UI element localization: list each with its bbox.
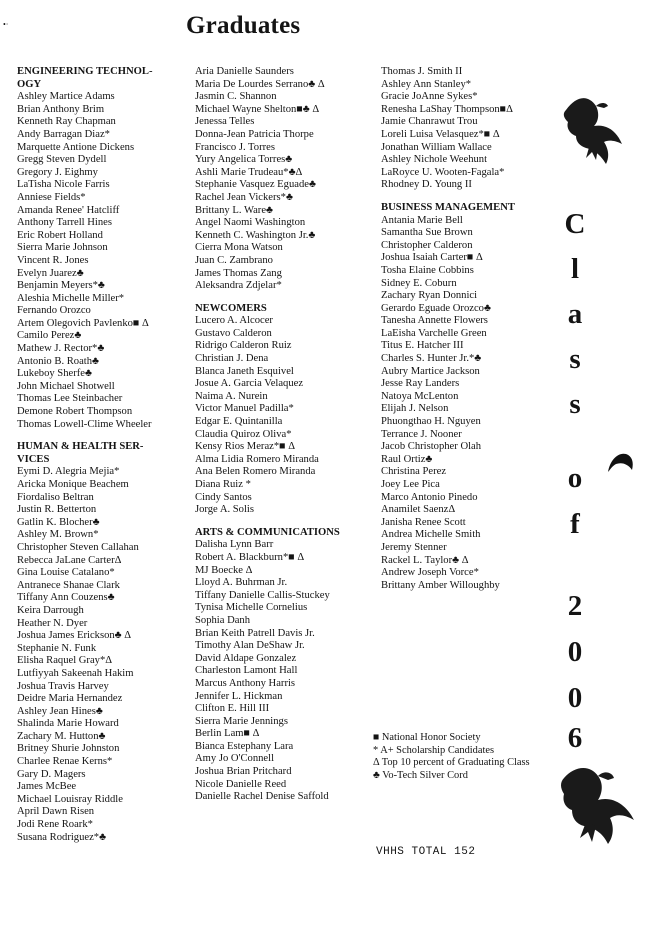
graduate-name: Christopher Steven Callahan xyxy=(17,541,139,553)
section-heading: ENGINEERING TECHNOL- OGY xyxy=(17,66,153,90)
graduate-name: Lutfiyyah Sakeenah Hakim xyxy=(17,667,134,679)
total-count: VHHS TOTAL 152 xyxy=(376,846,476,858)
graduate-name: Sidney E. Coburn xyxy=(381,277,457,289)
graduate-name: Tiffany Ann Couzens♣ xyxy=(17,592,115,604)
graduate-name: Kenneth C. Washington Jr.♣ xyxy=(195,229,316,241)
graduate-name: Titus E. Hatcher III xyxy=(381,340,464,352)
graduate-name: Dalisha Lynn Barr xyxy=(195,539,274,551)
graduate-name: Andy Barragan Diaz* xyxy=(17,128,110,140)
vertical-letter: s xyxy=(569,388,581,420)
graduate-name: Sierra Marie Johnson xyxy=(17,242,108,254)
graduate-name: Marquette Antione Dickens xyxy=(17,141,135,153)
graduate-name: Christian J. Dena xyxy=(195,353,269,365)
section-heading: ARTS & COMMUNICATIONS xyxy=(195,526,340,538)
graduate-name: Eric Robert Holland xyxy=(17,229,103,241)
graduate-name: Jennifer L. Hickman xyxy=(195,690,283,702)
graduate-name: Charlee Renae Kerns* xyxy=(17,756,113,768)
graduate-name: Angel Naomi Washington xyxy=(195,217,306,229)
eagle-icon xyxy=(560,88,630,168)
graduate-name: Anamilet SaenzΔ xyxy=(381,504,456,516)
graduate-name: Camilo Perez♣ xyxy=(17,330,82,342)
graduate-name: Britney Shurie Johnston xyxy=(17,743,120,755)
graduate-name: Mathew J. Rector*♣ xyxy=(17,343,105,355)
graduate-name: Antania Marie Bell xyxy=(381,214,463,226)
graduate-name: Ashley Nichole Weehunt xyxy=(381,154,488,166)
graduate-name: Vincent R. Jones xyxy=(17,254,89,266)
graduate-name: Josue A. Garcia Velaquez xyxy=(195,378,304,390)
graduate-name: David Aldape Gonzalez xyxy=(195,652,297,664)
graduate-name: Ashley Ann Stanley* xyxy=(381,78,472,90)
graduate-name: Marcus Anthony Harris xyxy=(195,677,296,689)
graduate-name: Blanca Janeth Esquivel xyxy=(195,365,294,377)
graduate-name: Jesse Ray Landers xyxy=(381,378,460,390)
graduate-name: April Dawn Risen xyxy=(17,806,95,818)
graduate-name: LaEisha Varchelle Green xyxy=(381,327,487,339)
graduate-name: MJ Boecke Δ xyxy=(195,564,253,576)
graduate-name: Sierra Marie Jennings xyxy=(195,715,288,727)
graduate-name: Samantha Sue Brown xyxy=(381,227,473,239)
graduate-name: Sophia Danh xyxy=(195,614,251,626)
graduate-name: Juan C. Zambrano xyxy=(195,254,273,266)
graduate-name: Zachary Ryan Donnici xyxy=(381,290,478,302)
graduate-name: Aria Danielle Saunders xyxy=(195,66,294,77)
graduate-name: Charles S. Hunter Jr.*♣ xyxy=(381,353,482,365)
graduate-name: Rebecca JaLane CarterΔ xyxy=(17,554,122,566)
graduate-name: Ashley Jean Hines♣ xyxy=(17,705,103,717)
graduate-name: Gatlin K. Blocher♣ xyxy=(17,516,100,528)
graduate-name: Maria De Lourdes Serrano♣ Δ xyxy=(195,78,325,90)
graduate-name: Gracie JoAnne Sykes* xyxy=(381,91,478,103)
graduate-name: Amy Jo O'Connell xyxy=(195,753,275,765)
graduate-name: Gregory J. Eighmy xyxy=(17,166,98,178)
graduate-name: Joey Lee Pica xyxy=(381,479,440,490)
graduate-name: Fernando Orozco xyxy=(17,305,91,317)
graduate-name: Antranece Shanae Clark xyxy=(17,579,120,591)
graduate-name: Terrance J. Nooner xyxy=(381,428,462,440)
graduate-name: Clifton E. Hill III xyxy=(195,703,270,715)
graduate-name: Phuongthao H. Nguyen xyxy=(381,416,481,428)
graduate-name: Elijah J. Nelson xyxy=(381,403,449,415)
graduate-name: Shalinda Marie Howard xyxy=(17,718,119,730)
vertical-letter: 0 xyxy=(567,682,583,714)
legend-item-silver-cord: ♣ Vo-Tech Silver Cord xyxy=(373,769,468,781)
graduate-name: Lloyd A. Buhrman Jr. xyxy=(195,577,288,589)
graduate-name: Joshua Travis Harvey xyxy=(17,680,109,692)
graduate-name: Natoya McLenton xyxy=(381,390,459,402)
graduate-name: Brittany Amber Willoughby xyxy=(381,579,500,591)
graduate-name: Rhodney D. Young II xyxy=(381,179,472,191)
graduate-name: Danielle Rachel Denise Saffold xyxy=(195,791,329,803)
graduate-name: Aubry Martice Jackson xyxy=(381,365,480,377)
graduate-name: Jacob Christopher Olah xyxy=(381,441,482,453)
graduate-name: Jorge A. Solis xyxy=(195,504,254,516)
graduate-name: Anniese Fields* xyxy=(17,191,86,203)
graduate-name: Alma Lidia Romero Miranda xyxy=(195,453,319,465)
graduate-name: Joshua Isaiah Carter■ Δ xyxy=(381,252,483,264)
graduate-name: Brittany L. Ware♣ xyxy=(195,204,273,216)
vertical-letter: o xyxy=(567,462,583,494)
graduate-name: Ana Belen Romero Miranda xyxy=(195,466,316,478)
legend-item-scholarship: * A+ Scholarship Candidates xyxy=(373,744,495,756)
graduate-name: Aleshia Michelle Miller* xyxy=(17,292,125,304)
graduate-name: Gary D. Magers xyxy=(17,768,86,780)
graduate-name: Kenneth Ray Chapman xyxy=(17,116,116,128)
graduate-name: Keira Darrough xyxy=(17,604,84,616)
graduate-name: Brian Anthony Brim xyxy=(17,103,105,115)
graduate-name: Ashley M. Brown* xyxy=(17,529,99,541)
graduate-name: Yury Angelica Torres♣ xyxy=(195,154,293,166)
graduate-name: Jeremy Stenner xyxy=(381,541,447,553)
graduate-name: Elisha Raquel Gray*Δ xyxy=(17,655,113,667)
graduate-name: Gina Louise Catalano* xyxy=(17,567,115,579)
graduate-name: Jonathan William Wallace xyxy=(381,141,492,153)
graduate-name: Lukeboy Sherfe♣ xyxy=(17,368,92,380)
graduate-name: Aleksandra Zdjelar* xyxy=(195,280,282,292)
vertical-letter: 0 xyxy=(567,636,583,668)
graduate-name: John Michael Shotwell xyxy=(17,380,115,392)
eagle-icon xyxy=(560,760,640,846)
graduate-name: Antonio B. Roath♣ xyxy=(17,355,99,367)
graduate-name: Diana Ruiz * xyxy=(195,479,251,490)
vertical-letter: a xyxy=(567,298,583,330)
legend-item-top-ten: Δ Top 10 percent of Graduating Class xyxy=(373,757,530,769)
graduate-name: Joshua James Erickson♣ Δ xyxy=(17,630,132,642)
graduate-name: Tynisa Michelle Cornelius xyxy=(195,602,308,614)
section-heading: HUMAN & HEALTH SER- VICES xyxy=(17,441,144,465)
vertical-letter: C xyxy=(564,208,586,240)
graduate-name: Jasmin C. Shannon xyxy=(195,91,277,103)
section-heading: NEWCOMERS xyxy=(195,302,267,314)
graduate-name: Thomas Lowell-Clime Wheeler xyxy=(17,418,152,430)
graduate-name: Stephanie N. Funk xyxy=(17,642,97,654)
bird-silhouette-icon xyxy=(606,450,636,476)
graduate-name: Anthony Tarrell Hines xyxy=(17,217,112,229)
graduate-name: Cindy Santos xyxy=(195,491,252,503)
graduate-name: Jamie Chanrawut Trou xyxy=(381,116,478,128)
vertical-letter: l xyxy=(570,253,580,285)
graduate-name: Renesha LaShay Thompson■Δ xyxy=(381,103,513,115)
graduate-name: Kensy Rios Meraz*■ Δ xyxy=(195,441,296,453)
names-column-3 xyxy=(381,66,566,592)
corner-mark: •· xyxy=(3,20,9,29)
graduate-name: Demone Robert Thompson xyxy=(17,406,133,418)
graduate-name: Raul Ortiz♣ xyxy=(381,453,433,465)
graduate-name: Andrew Joseph Vorce* xyxy=(381,567,479,579)
graduate-name: Gregg Steven Dydell xyxy=(17,154,107,166)
graduate-name: James Thomas Zang xyxy=(195,267,282,279)
graduate-name: Bianca Estephany Lara xyxy=(195,740,294,752)
names-column-1 xyxy=(17,66,187,844)
graduate-name: Tiffany Danielle Callis-Stuckey xyxy=(195,589,330,601)
graduate-name: Robert A. Blackburn*■ Δ xyxy=(195,551,305,563)
graduate-name: Naima A. Nurein xyxy=(195,390,268,402)
graduate-name: Joshua Brian Pritchard xyxy=(195,766,292,778)
names-column-2 xyxy=(195,66,377,804)
graduate-name: Thomas J. Smith II xyxy=(381,66,463,77)
graduate-name: Cierra Mona Watson xyxy=(195,242,283,254)
graduate-name: Claudia Quiroz Oliva* xyxy=(195,428,292,440)
graduate-name: Zachary M. Hutton♣ xyxy=(17,730,106,742)
graduate-name: Michael Louisray Riddle xyxy=(17,793,123,805)
graduate-name: Christopher Calderon xyxy=(381,239,473,251)
graduate-name: Edgar E. Quintanilla xyxy=(195,416,283,428)
graduate-name: Donna-Jean Patricia Thorpe xyxy=(195,128,314,140)
section-heading: BUSINESS MANAGEMENT xyxy=(381,201,515,213)
graduate-name: Christina Perez xyxy=(381,466,447,478)
graduate-name: Marco Antonio Pinedo xyxy=(381,491,478,503)
graduate-name: Michael Wayne Shelton■♣ Δ xyxy=(195,103,320,115)
graduate-name: Fiordaliso Beltran xyxy=(17,491,94,503)
graduate-name: Brian Keith Patrell Davis Jr. xyxy=(195,627,315,639)
graduate-name: Lucero A. Alcocer xyxy=(195,315,273,327)
graduate-name: Nicole Danielle Reed xyxy=(195,778,287,790)
graduate-name: Jodi Rene Roark* xyxy=(17,819,93,831)
graduate-name: LaRoyce U. Wooten-Fagala* xyxy=(381,166,505,178)
graduate-name: Timothy Alan DeShaw Jr. xyxy=(195,640,305,652)
graduate-name: Tanesha Annette Flowers xyxy=(381,315,488,327)
graduate-name: Justin R. Betterton xyxy=(17,504,97,516)
vertical-letter: f xyxy=(570,508,580,540)
graduate-name: LaTisha Nicole Farris xyxy=(17,179,110,191)
graduate-name: Heather N. Dyer xyxy=(17,617,88,629)
graduate-name: Amanda Renee' Hatcliff xyxy=(17,204,120,216)
graduate-name: Gerardo Eguade Orozco♣ xyxy=(381,302,491,314)
graduate-name: Francisco J. Torres xyxy=(195,141,275,153)
graduate-name: Deidre Maria Hernandez xyxy=(17,693,123,705)
graduate-name: Susana Rodriguez*♣ xyxy=(17,831,107,843)
graduate-name: Victor Manuel Padilla* xyxy=(195,403,294,415)
legend xyxy=(373,732,538,782)
graduate-name: Evelyn Juarez♣ xyxy=(17,267,84,279)
graduate-name: Rackel L. Taylor♣ Δ xyxy=(381,554,469,566)
graduate-name: Benjamin Meyers*♣ xyxy=(17,280,105,292)
graduate-name: Gustavo Calderon xyxy=(195,327,272,339)
graduate-name: Stephanie Vasquez Eguade♣ xyxy=(195,179,316,191)
graduate-name: Ridrigo Calderon Ruiz xyxy=(195,340,292,352)
graduate-name: Loreli Luisa Velasquez*■ Δ xyxy=(381,128,500,140)
graduate-name: Aricka Monique Beachem xyxy=(17,479,129,490)
graduate-name: Jenessa Telles xyxy=(195,116,255,128)
graduate-name: Ashley Martice Adams xyxy=(17,91,115,103)
graduate-name: Janisha Renee Scott xyxy=(381,516,466,528)
graduate-name: Eymi D. Alegria Mejia* xyxy=(17,466,120,478)
graduate-name: James McBee xyxy=(17,781,77,793)
graduate-name: Artem Olegovich Pavlenko■ Δ xyxy=(17,317,149,329)
graduate-name: Ashli Marie Trudeau*♣Δ xyxy=(195,166,303,178)
vertical-letter: 2 xyxy=(567,590,583,622)
legend-item-honor-society: ■ National Honor Society xyxy=(373,732,481,743)
page-title: Graduates xyxy=(186,12,301,39)
vertical-letter: 6 xyxy=(567,722,583,754)
graduate-name: Thomas Lee Steinbacher xyxy=(17,393,123,405)
vertical-letter: s xyxy=(569,343,581,375)
graduate-name: Charleston Lamont Hall xyxy=(195,665,298,677)
graduate-name: Tosha Elaine Cobbins xyxy=(381,264,474,276)
graduate-name: Andrea Michelle Smith xyxy=(381,529,481,541)
graduate-name: Rachel Jean Vickers*♣ xyxy=(195,191,293,203)
graduate-name: Berlin Lam■ Δ xyxy=(195,728,260,740)
